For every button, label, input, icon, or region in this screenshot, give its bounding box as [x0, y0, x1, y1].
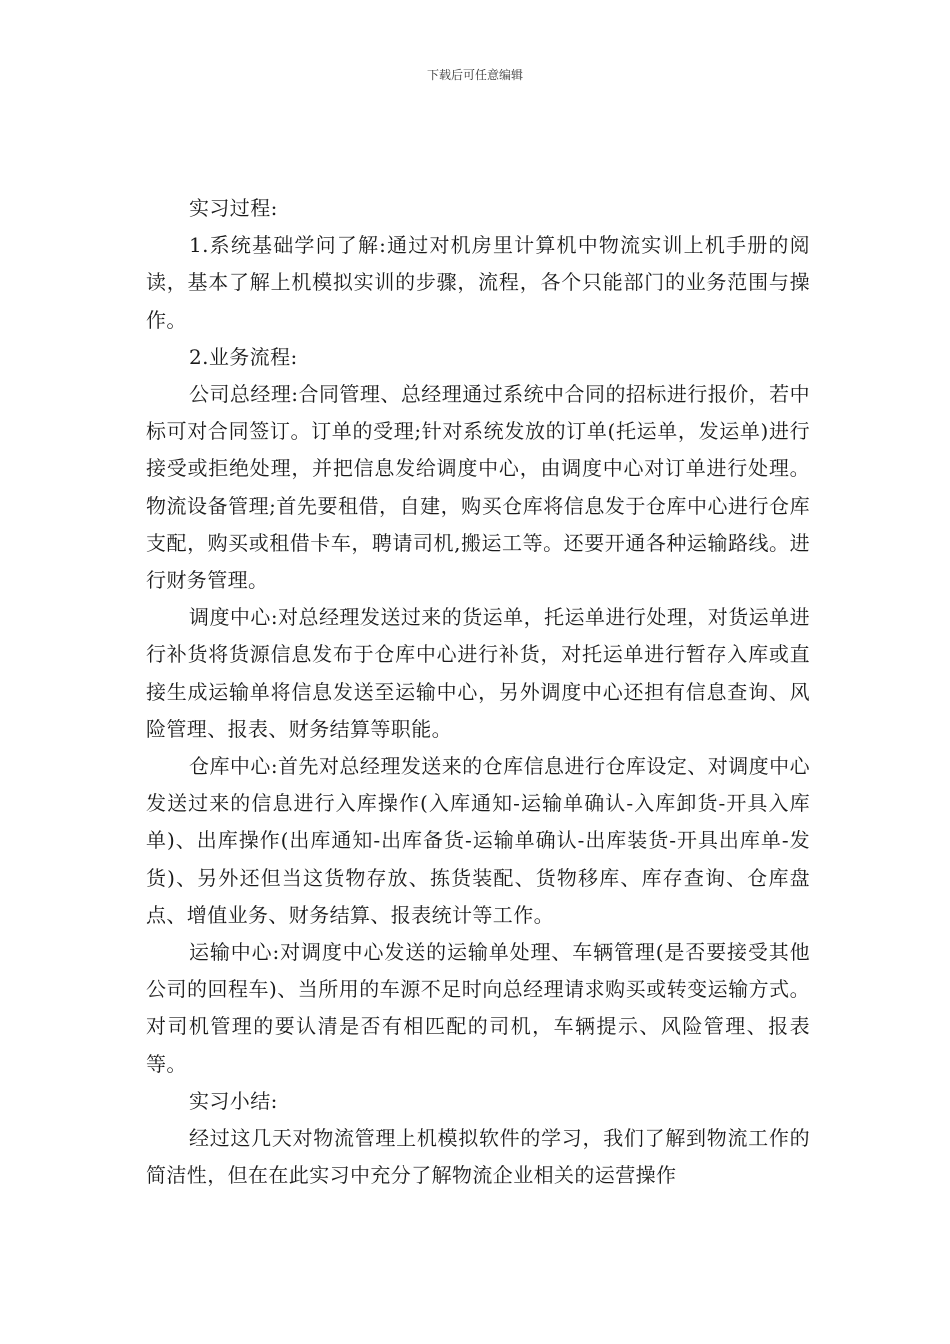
section-heading-process: 实习过程: — [189, 196, 278, 220]
document-body — [146, 190, 810, 1194]
paragraph-system-basics: 1.系统基础学问了解:通过对机房里计算机中物流实训上机手册的阅读，基本了解上机模拟实训的步骤，流程，各个只能部门的业务范围与操作。 — [146, 233, 810, 332]
paragraph-dispatch-center: 调度中心:对总经理发送过来的货运单，托运单进行处理，对货运单进行补货将货源信息发布于仓库中心进行补货，对托运单进行暂存入库或直接生成运输单将信息发送至运输中心，另外调度中心还担有信息查询、风险管理、报表、财务结算等职能。 — [146, 605, 810, 741]
paragraph-summary: 经过这几天对物流管理上机模拟软件的学习，我们了解到物流工作的简洁性，但在在此实习中充分了解物流企业相关的运营操作 — [146, 1126, 810, 1188]
paragraph-transport-center: 运输中心:对调度中心发送的运输单处理、车辆管理(是否要接受其他公司的回程车)、当所用的车源不足时向总经理请求购买或转变运输方式。对司机管理的要认清是否有相匹配的司机，车辆提示、风险管理、报表等。 — [146, 940, 810, 1076]
section-heading-summary: 实习小结: — [189, 1088, 278, 1113]
paragraph-general-manager: 公司总经理:合同管理、总经理通过系统中合同的招标进行报价，若中标可对合同签订。订单的受理;针对系统发放的订单(托运单，发运单)进行接受或拒绝处理，并把信息发给调度中心，由调度中心对订单进行处理。物流设备管理;首先要租借，自建，购买仓库将信息发于仓库中心进行仓库支配，购买或租借卡车，聘请司机,搬运工等。还要开通各种运输路线。进行财务管理。 — [146, 382, 810, 593]
header-note: 下载后可任意编辑 — [426, 68, 523, 82]
paragraph-warehouse-center: 仓库中心:首先对总经理发送来的仓库信息进行仓库设定、对调度中心发送过来的信息进行入库操作(入库通知-运输单确认-入库卸货-开具入库单)、出库操作(出库通知-出库备货-运输单确认-出库装货-开具出库单-发货)、另外还但当这货物存放、拣货装配、货物移库、库存查询、仓库盘点、增值业务、财务结算、报表统计等工作。 — [146, 754, 810, 927]
section-heading-workflow: 2.业务流程: — [189, 344, 298, 369]
